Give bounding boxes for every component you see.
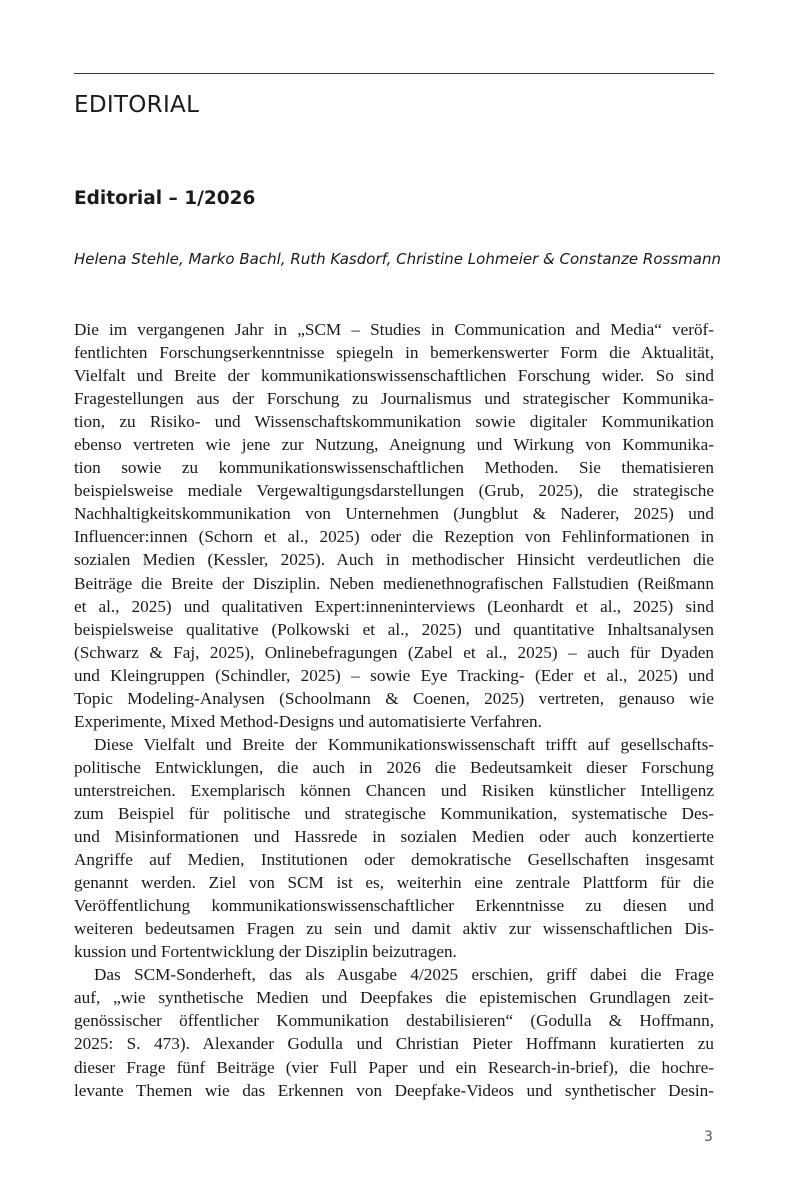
body-line: und Kleingruppen (Schindler, 2025) – sowie Eye Tracking- (Eder et al., 2025) und (74, 665, 714, 685)
body-line: Topic Modeling-Analysen (Schoolmann & Coenen, 2025) vertreten, genauso wie (74, 688, 714, 708)
body-line: (Schwarz & Faj, 2025), Onlinebefragungen (Zabel et al., 2025) – auch für Dyaden (74, 642, 714, 662)
body-line: dieser Frage fünf Beiträge (vier Full Paper und ein Research-in-brief), die hochre- (74, 1057, 714, 1077)
body-line: ebenso vertreten wie jene zur Nutzung, Aneignung und Wirkung von Kommunika- (74, 435, 714, 455)
body-line: 2025: S. 473). Alexander Godulla und Christian Pieter Hoffmann kuratierten zu (74, 1034, 714, 1054)
body-line: kussion und Fortentwicklung der Disziplin beizutragen. (74, 942, 457, 962)
body-line: Veröffentlichung kommunikationswissenschaftlicher Erkenntnisse zu diesen und (74, 896, 714, 916)
article-authors: Helena Stehle, Marko Bachl, Ruth Kasdorf, Christine Lohmeier & Constanze Rossmann (74, 250, 721, 268)
body-line: auf, „wie synthetische Medien und Deepfakes die epistemischen Grundlagen zeit- (74, 988, 714, 1008)
body-line: beispielsweise qualitative (Polkowski et al., 2025) und quantitative Inhaltsanalysen (74, 619, 714, 639)
body-line: genannt werden. Ziel von SCM ist es, weiterhin eine zentrale Plattform für die (74, 873, 714, 893)
body-line: weiteren bedeutsamen Fragen zu sein und damit aktiv zur wissenschaftlichen Dis- (74, 919, 714, 939)
body-line: Das SCM-Sonderheft, das als Ausgabe 4/2025 erschien, griff dabei die Frage (94, 965, 714, 985)
body-line: politische Entwicklungen, die auch in 2026 die Bedeutsamkeit dieser Forschung (74, 757, 714, 777)
body-line: Nachhaltigkeitskommunikation von Unternehmen (Jungblut & Naderer, 2025) und (74, 504, 714, 524)
body-line: Beiträge die Breite der Disziplin. Neben medienethnografischen Fallstudien (Reißmann (74, 573, 714, 593)
article-title: Editorial – 1/2026 (74, 188, 256, 209)
body-line: Influencer:innen (Schorn et al., 2025) oder die Rezeption von Fehlinformationen in (74, 527, 714, 547)
body-line: Experimente, Mixed Method-Designs und automatisierte Verfahren. (74, 711, 542, 731)
page-number: 3 (704, 1129, 713, 1145)
body-line: Fragestellungen aus der Forschung zu Journalismus und strategischer Kommunika- (74, 389, 714, 409)
body-line: tion sowie zu kommunikationswissenschaftlichen Methoden. Sie thematisieren (74, 458, 714, 478)
body-line: Die im vergangenen Jahr in „SCM – Studies in Communication and Media“ veröf- (74, 320, 714, 339)
body-line: levante Themen wie das Erkennen von Deepfake-Videos und synthetischer Desin- (74, 1080, 714, 1100)
body-line: genössischer öffentlicher Kommunikation destabilisieren“ (Godulla & Hoffmann, (74, 1011, 714, 1031)
body-line: beispielsweise mediale Vergewaltigungsdarstellungen (Grub, 2025), die strategische (74, 481, 714, 501)
header-rule (74, 73, 714, 74)
section-label: EDITORIAL (74, 92, 200, 118)
body-paragraph (74, 963, 714, 1101)
body-line: et al., 2025) und qualitativen Expert:inneninterviews (Leonhardt et al., 2025) sind (74, 596, 714, 616)
body-line: tion, zu Risiko- und Wissenschaftskommunikation sowie digitaler Kommunikation (74, 412, 714, 432)
body-line: unterstreichen. Exemplarisch können Chancen und Risiken künstlicher Intelligenz (74, 780, 714, 800)
body-paragraph (74, 733, 714, 963)
body-line: sozialen Medien (Kessler, 2025). Auch in methodischer Hinsicht verdeutlichen die (74, 550, 714, 570)
body-paragraph (74, 318, 714, 733)
body-line: fentlichten Forschungserkenntnisse spiegeln in bemerkenswerter Form die Aktualität, (74, 343, 714, 363)
body-line: zum Beispiel für politische und strategische Kommunikation, systematische Des- (74, 803, 714, 823)
article-body (74, 318, 714, 1102)
body-line: Angriffe auf Medien, Institutionen oder demokratische Gesellschaften insgesamt (74, 850, 714, 870)
body-line: Vielfalt und Breite der kommunikationswissenschaftlichen Forschung wider. So sind (74, 366, 714, 386)
body-line: Diese Vielfalt und Breite der Kommunikationswissenschaft trifft auf gesellschafts- (94, 734, 714, 754)
body-line: und Misinformationen und Hassrede in sozialen Medien oder auch konzertierte (74, 827, 714, 847)
